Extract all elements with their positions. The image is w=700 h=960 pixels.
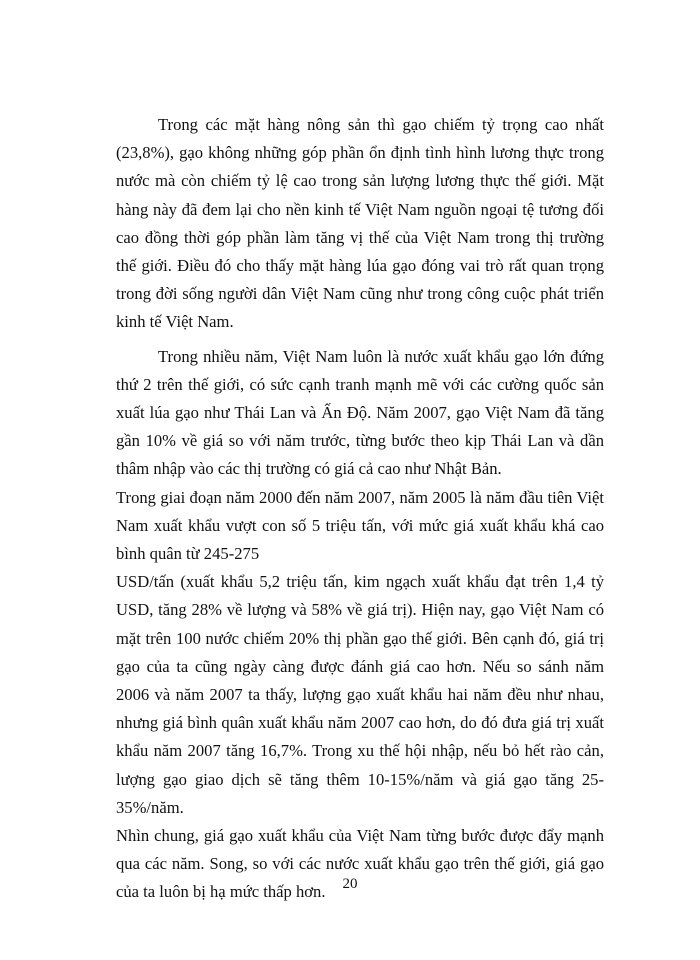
page-number: 20 (342, 876, 358, 892)
paragraph-conclusion: Nhìn chung, giá gạo xuất khẩu của Việt Nam từng bước được đẩy mạnh qua các năm. Song, so với các nước xuất khẩu gạo trên thế giới, giá gạo của ta luôn bị hạ mức thấp hơn. (116, 826, 604, 902)
paragraph-export-2000-2007: Trong giai đoạn năm 2000 đến năm 2007, năm 2005 là năm đầu tiên Việt Nam xuất khẩu vượt con số 5 triệu tấn, với mức giá xuất khẩu khá cao bình quân từ 245-275 (116, 487, 604, 564)
paragraph-export-rank: Trong nhiều năm, Việt Nam luôn là nước xuất khẩu gạo lớn đứng thứ 2 trên thế giới, có sức cạnh tranh mạnh mẽ với các cường quốc sản xuất lúa gạo như Thái Lan và Ấn Độ. Năm 2007, gạo Việt Nam đã tăng gần 10% về giá so với năm trước, từng bước theo kịp Thái Lan và dần thâm nhập vào các thị trường có giá cả cao như Nhật Bản. (116, 346, 604, 479)
document-body (116, 111, 604, 907)
paragraph-rice-share: Trong các mặt hàng nông sản thì gạo chiếm tỷ trọng cao nhất (23,8%), gạo không những góp phần ổn định tình hình lương thực trong nước mà còn chiếm tỷ lệ cao trong sản lượng lương thực thế giới. Mặt hàng này đã đem lại cho nền kinh tế Việt Nam nguồn ngoại tệ tương đối cao đồng thời góp phần làm tăng vị thế của Việt Nam trong thị trường thế giới. Điều đó cho thấy mặt hàng lúa gạo đóng vai trò rất quan trọng trong đời sống người dân Việt Nam cũng như trong công cuộc phát triển kinh tế Việt Nam. (116, 115, 604, 332)
paragraph-export-details: USD/tấn (xuất khẩu 5,2 triệu tấn, kim ngạch xuất khẩu đạt trên 1,4 tỷ USD, tăng 28% về lượng và 58% về giá trị). Hiện nay, gạo Việt Nam có mặt trên 100 nước chiếm 20% thị phần gạo thế giới. Bên cạnh đó, giá trị gạo của ta cũng ngày càng được đánh giá cao hơn. Nếu so sánh năm 2006 và năm 2007 ta thấy, lượng gạo xuất khẩu hai năm đều như nhau, nhưng giá bình quân xuất khẩu năm 2007 cao hơn, do đó đưa giá trị xuất khẩu năm 2007 tăng 16,7%. Trong xu thế hội nhập, nếu bỏ hết rào cản, lượng gạo giao dịch sẽ tăng thêm 10-15%/năm và giá gạo tăng 25-35%/năm. (116, 572, 604, 817)
